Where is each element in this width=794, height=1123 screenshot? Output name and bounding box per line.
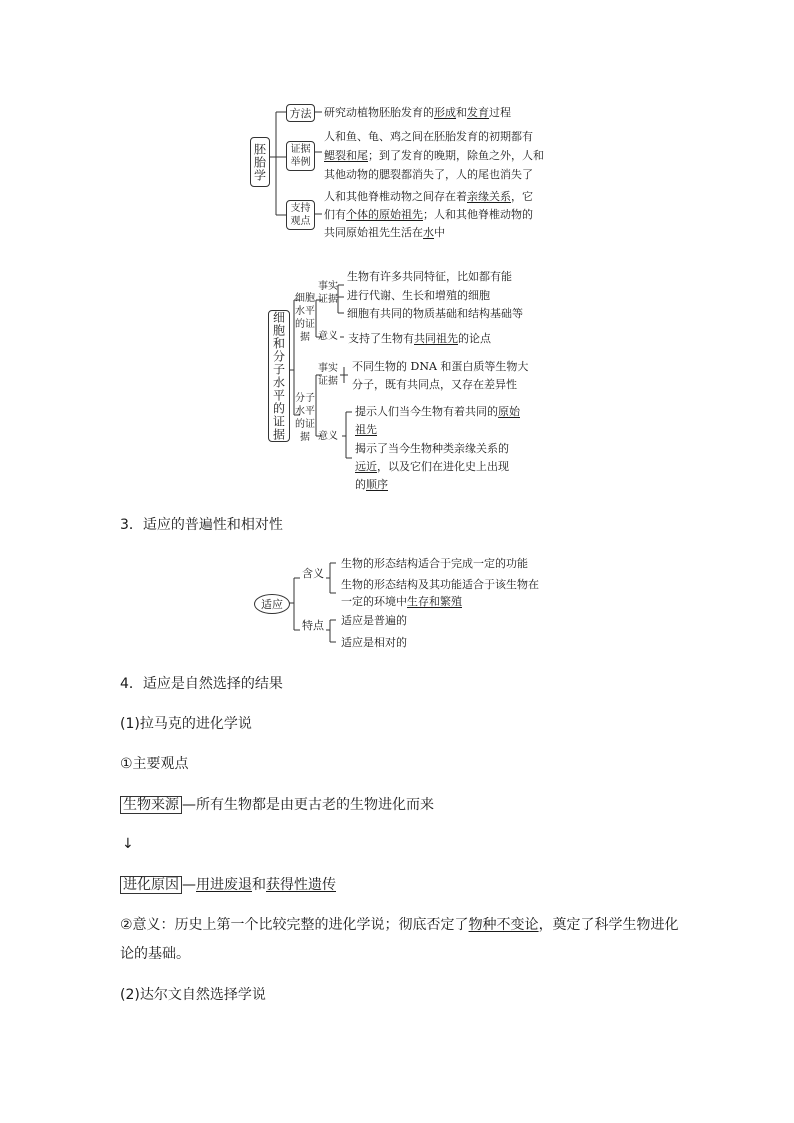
adaptation-oval [254,594,290,614]
support-line3-c: 中 [434,226,445,239]
molecular-meaning-1a: 提示人们当今生物有着共同的 [355,405,498,418]
molecular-meaning-original: 原始 [498,405,520,418]
adapt-meaning-3a: 一定的环境中 [341,595,407,608]
support-line1-a: 人和其他脊椎动物之间存在着 [324,190,467,203]
adapt-meaning-2: 生物的形态结构及其功能适合于该生物在 [341,578,539,591]
embryology-label: 胚胎学 [252,142,267,182]
darwin-title: (2)达尔文自然选择学说 [120,987,266,1003]
method-label: 方法 [289,107,312,120]
support-line3-a: 共同原始祖先生活在 [324,226,423,239]
significance-fixed-species: 物种不变论 [468,917,539,933]
support-kinship: 亲缘关系 [467,190,511,203]
molecular-meaning-4 [355,457,509,476]
support-water: 水 [423,226,434,239]
molecular-meaning-order: 顺序 [366,478,388,491]
method-text-3: 和 [456,106,467,119]
embryology-box [250,137,270,187]
cell-meaning [348,329,491,348]
adapt-meaning-3 [341,592,462,611]
molecular-meaning-5a: 的 [355,478,366,491]
support-line1-c: ，它 [511,190,533,203]
cell-molecular-box [268,310,290,442]
cell-meaning-c: 的论点 [458,332,491,345]
cell-fact-text: 事实证据 [318,281,338,305]
lamarck-title: (1)拉马克的进化学说 [120,716,252,732]
molecular-fact-label [318,362,338,388]
cell-level-label [294,292,316,344]
adapt-feature-2: 适应是相对的 [341,636,407,649]
example-text-line3: 其他动物的腮裂都消失了，人的尾也消失了 [324,168,533,181]
adapt-survive: 生存和繁殖 [407,595,462,608]
main-view-heading: ①主要观点 [120,756,189,772]
example-label: 证据举例 [290,144,311,168]
support-line1 [324,187,533,206]
molecular-fact-2: 分子，既有共同点，又存在差异性 [352,378,517,391]
molecular-meaning-3: 揭示了当今生物种类亲缘关系的 [355,442,509,455]
method-text-4: 发育 [467,106,489,119]
molecular-fact-text: 事实证据 [318,363,338,387]
cause-acquired: 获得性遗传 [266,877,336,893]
molecular-meaning-2: 祖先 [355,423,377,436]
molecular-meaning-1 [355,402,520,421]
origin-line [120,795,434,815]
section-3-heading: 3．适应的普遍性和相对性 [120,517,283,533]
molecular-fact-1: 不同生物的 DNA 和蛋白质等生物大 [352,360,529,373]
support-line2-a: 们有 [324,208,346,221]
cell-meaning-ancestor: 共同祖先 [414,332,458,345]
cause-label: 进化原因 [120,876,182,894]
support-label: 支持观点 [290,203,311,227]
support-ancestor: 个体的原始祖先 [346,208,423,221]
adapt-meaning-label: 含义 [302,567,324,580]
adaptation-label: 适应 [261,598,283,611]
significance-1c: ，奠定了科学生物进化 [538,917,679,933]
method-text [324,103,511,122]
support-box [286,200,315,230]
cell-meaning-label: 意义 [318,331,338,342]
cause-dash: — [182,877,196,893]
origin-label: 生物来源 [120,796,182,814]
molecular-meaning-label: 意义 [318,431,338,442]
support-line2 [324,205,533,224]
cell-molecular-label: 细胞和分子水平的证据 [271,311,286,441]
cause-and: 和 [252,877,266,893]
cell-fact-label [318,280,338,306]
molecular-meaning-5 [355,475,388,494]
example-text-line2 [324,146,544,165]
adapt-feature-label: 特点 [302,619,324,632]
cell-fact-1: 生物有许多共同特征，比如都有能 [347,270,512,283]
significance-1a: ②意义：历史上第一个比较完整的进化学说；彻底否定了 [120,917,469,933]
example-text-line2-rest: ；到了发育的晚期，除鱼之外，人和 [368,149,544,162]
origin-text: —所有生物都是由更古老的生物进化而来 [182,797,434,813]
example-gill-tail: 鳃裂和尾 [324,149,368,162]
cause-use-disuse: 用进废退 [196,877,252,893]
section-4-heading: 4．适应是自然选择的结果 [120,676,283,692]
example-text-line1: 人和鱼、龟、鸡之间在胚胎发育的初期都有 [324,130,533,143]
significance-line-2: 论的基础。 [120,946,190,962]
cell-level-text: 细胞水平的证据 [295,293,315,343]
method-text-1: 研究动植物胚胎发育的 [324,106,434,119]
cause-line [120,875,336,895]
adapt-meaning-1: 生物的形态结构适合于完成一定的功能 [341,557,528,570]
molecular-meaning-4b: ，以及它们在进化史上出现 [377,460,509,473]
down-arrow: ↓ [122,836,134,852]
method-text-5: 过程 [489,106,511,119]
method-box [286,104,315,122]
method-text-2: 形成 [434,106,456,119]
cell-fact-2: 进行代谢、生长和增殖的细胞 [347,289,490,302]
cell-meaning-a: 支持了生物有 [348,332,414,345]
cell-fact-3: 细胞有共同的物质基础和结构基础等 [347,307,523,320]
significance-line-1 [120,915,679,935]
adapt-feature-1: 适应是普遍的 [341,614,407,627]
molecular-level-text: 分子水平的证据 [295,393,315,443]
example-box [286,141,315,171]
support-line2-c: ；人和其他脊椎动物的 [423,208,533,221]
molecular-meaning-distance: 远近 [355,460,377,473]
support-line3 [324,223,445,242]
molecular-level-label [294,392,316,444]
